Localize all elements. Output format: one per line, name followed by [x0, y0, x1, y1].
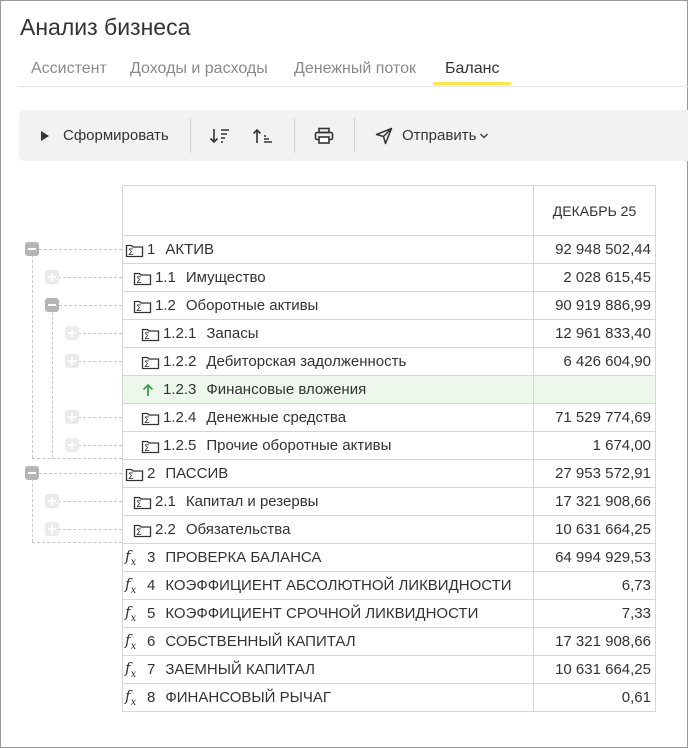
row-label: ЗАЕМНЫЙ КАПИТАЛ: [165, 661, 315, 678]
row-label: КОЭФФИЦИЕНТ АБСОЛЮТНОЙ ЛИКВИДНОСТИ: [165, 577, 512, 594]
row-label: АКТИВ: [165, 241, 215, 258]
balance-table: [122, 185, 656, 712]
svg-text:Σ: Σ: [144, 359, 150, 370]
row-label-cell: [123, 656, 534, 684]
row-value: [534, 376, 656, 404]
formula-icon: $f_x$: [125, 547, 137, 568]
sum-folder-icon: [133, 493, 155, 511]
row-label: СОБСТВЕННЫЙ КАПИТАЛ: [165, 633, 356, 650]
row-value: 1 674,00: [534, 432, 656, 460]
expand-toggle-denezhnye-sredstva[interactable]: [65, 410, 79, 424]
row-value: 0,61: [534, 684, 656, 712]
row-label-cell: [123, 432, 534, 460]
row-label-cell: [123, 516, 534, 544]
tree-line: [78, 445, 122, 446]
table-row[interactable]: [123, 236, 656, 264]
expand-toggle-obyazatelstva[interactable]: [45, 522, 59, 536]
row-label-cell: [123, 348, 534, 376]
svg-text:Σ: Σ: [136, 527, 142, 538]
tree-line: [39, 249, 122, 250]
expand-toggle-zapasy[interactable]: [65, 326, 79, 340]
row-number: 1.2.1: [163, 325, 197, 342]
table-row[interactable]: [123, 656, 656, 684]
formula-icon: $f_x$: [125, 687, 137, 708]
collapse-toggle-passiv[interactable]: [25, 466, 39, 480]
row-number: 1.2.3: [163, 381, 197, 398]
svg-text:Σ: Σ: [144, 415, 150, 426]
tree-line: [32, 458, 122, 459]
row-label: ФИНАНСОВЫЙ РЫЧАГ: [165, 689, 332, 706]
row-value: 10 631 664,25: [534, 656, 656, 684]
play-icon: [39, 130, 51, 142]
row-value: 7,33: [534, 600, 656, 628]
form-button-label: Сформировать: [63, 127, 169, 144]
row-value: 64 994 929,53: [534, 544, 656, 572]
formula-icon: $f_x$: [125, 575, 137, 596]
row-value: 12 961 833,40: [534, 320, 656, 348]
row-number: 7: [147, 661, 156, 678]
svg-text:Σ: Σ: [144, 443, 150, 454]
header-empty-cell: [123, 186, 534, 236]
tree-line: [32, 542, 122, 543]
tab-balance[interactable]: Баланс: [445, 60, 500, 77]
row-label: Запасы: [206, 325, 259, 342]
tab-cash-flow[interactable]: Денежный поток: [294, 60, 416, 77]
table-row[interactable]: [123, 320, 656, 348]
table-row[interactable]: [123, 572, 656, 600]
send-button-label: Отправить: [402, 127, 477, 144]
row-label: ПРОВЕРКА БАЛАНСА: [165, 549, 322, 566]
row-number: 3: [147, 549, 156, 566]
formula-icon: $f_x$: [125, 631, 137, 652]
sum-folder-icon: [133, 297, 155, 315]
sum-folder-icon: [141, 437, 163, 455]
row-number: 4: [147, 577, 156, 594]
table-row[interactable]: [123, 376, 656, 404]
tab-assistant[interactable]: Ассистент: [31, 60, 107, 77]
row-value: 17 321 908,66: [534, 488, 656, 516]
sum-folder-icon: [125, 241, 147, 259]
print-button[interactable]: [314, 110, 334, 161]
sum-folder-icon: [141, 409, 163, 427]
row-label-cell: [123, 544, 534, 572]
expand-toggle-kapital[interactable]: [45, 494, 59, 508]
row-number: 1.2.5: [163, 437, 197, 454]
tree-line: [78, 417, 122, 418]
row-number: 2: [147, 465, 156, 482]
row-number: 2.2: [155, 521, 176, 538]
sum-folder-icon: [133, 521, 155, 539]
send-button[interactable]: [375, 110, 489, 161]
toolbar-divider: [190, 118, 191, 153]
table-row[interactable]: [123, 460, 656, 488]
sort-descending-icon: [209, 126, 231, 146]
chevron-down-icon: [479, 132, 489, 140]
row-label: Прочие оборотные активы: [206, 437, 392, 454]
row-value: 10 631 664,25: [534, 516, 656, 544]
row-label-cell: [123, 404, 534, 432]
row-label-cell: [123, 572, 534, 600]
row-label: Оборотные активы: [185, 297, 319, 314]
row-label: КОЭФФИЦИЕНТ СРОЧНОЙ ЛИКВИДНОСТИ: [165, 605, 479, 622]
active-tab-indicator: [433, 82, 511, 85]
row-label: Капитал и резервы: [185, 493, 319, 510]
row-label: Финансовые вложения: [206, 381, 367, 398]
sort-descending-button[interactable]: [209, 110, 231, 161]
column-header-december: ДЕКАБРЬ 25: [534, 186, 656, 236]
row-number: 8: [147, 689, 156, 706]
toolbar: [19, 110, 688, 161]
table-row[interactable]: [123, 488, 656, 516]
toolbar-divider: [294, 118, 295, 153]
row-number: 1.2.2: [163, 353, 197, 370]
row-label-cell: [123, 320, 534, 348]
row-number: 1.1: [155, 269, 176, 286]
row-number: 1: [147, 241, 156, 258]
formula-icon: $f_x$: [125, 659, 137, 680]
row-label-cell: [123, 376, 534, 404]
row-label-cell: [123, 264, 534, 292]
table-row[interactable]: [123, 600, 656, 628]
svg-text:Σ: Σ: [136, 303, 142, 314]
row-label-cell: [123, 292, 534, 320]
tree-line: [32, 479, 33, 542]
row-label-cell: [123, 628, 534, 656]
row-value: 6 426 604,90: [534, 348, 656, 376]
sort-ascending-icon: [252, 126, 274, 146]
row-value: 90 919 886,99: [534, 292, 656, 320]
sum-folder-icon: [141, 353, 163, 371]
row-number: 1.2: [155, 297, 176, 314]
form-button[interactable]: [39, 110, 169, 161]
toolbar-divider: [354, 118, 355, 153]
row-number: 5: [147, 605, 156, 622]
table-row[interactable]: [123, 516, 656, 544]
tree-line: [78, 333, 122, 334]
row-label-cell: [123, 684, 534, 712]
row-value: 6,73: [534, 572, 656, 600]
table-row[interactable]: [123, 404, 656, 432]
row-label: Дебиторская задолженность: [206, 353, 407, 370]
expand-toggle-imushchestvo[interactable]: [45, 270, 59, 284]
svg-text:Σ: Σ: [136, 499, 142, 510]
collapse-toggle-oborotnye-aktivy[interactable]: [45, 298, 59, 312]
row-value: 92 948 502,44: [534, 236, 656, 264]
row-number: 6: [147, 633, 156, 650]
row-label: ПАССИВ: [165, 465, 229, 482]
row-number: 2.1: [155, 493, 176, 510]
row-value: 27 953 572,91: [534, 460, 656, 488]
row-number: 1.2.4: [163, 409, 197, 426]
printer-icon: [314, 127, 334, 145]
tree-line: [58, 501, 122, 502]
tab-income-expenses[interactable]: Доходы и расходы: [130, 60, 268, 77]
expand-toggle-debitorskaya[interactable]: [65, 354, 79, 368]
table-row[interactable]: [123, 264, 656, 292]
table-row[interactable]: [123, 432, 656, 460]
table-row[interactable]: [123, 684, 656, 712]
arrow-up-icon: [141, 381, 163, 399]
svg-text:Σ: Σ: [136, 275, 142, 286]
sum-folder-icon: [125, 465, 147, 483]
tree-line: [39, 473, 122, 474]
row-label: Денежные средства: [206, 409, 347, 426]
row-label-cell: [123, 488, 534, 516]
sum-folder-icon: [141, 325, 163, 343]
collapse-toggle-aktiv[interactable]: [25, 242, 39, 256]
row-value: 2 028 615,45: [534, 264, 656, 292]
tree-line: [58, 277, 122, 278]
row-label-cell: [123, 460, 534, 488]
svg-text:Σ: Σ: [128, 471, 134, 482]
svg-text:Σ: Σ: [128, 247, 134, 258]
page-title: Анализ бизнеса: [20, 14, 191, 40]
table-header-row: [123, 186, 656, 236]
formula-icon: $f_x$: [125, 603, 137, 624]
table-row[interactable]: [123, 628, 656, 656]
tab-bar: [18, 56, 688, 87]
tree-line: [32, 255, 33, 458]
row-value: 71 529 774,69: [534, 404, 656, 432]
tree-line: [52, 312, 53, 458]
row-value: 17 321 908,66: [534, 628, 656, 656]
sum-folder-icon: [133, 269, 155, 287]
row-label-cell: [123, 600, 534, 628]
expand-toggle-prochie[interactable]: [65, 438, 79, 452]
table-row[interactable]: [123, 292, 656, 320]
row-label: Имущество: [185, 269, 266, 286]
send-icon: [375, 127, 393, 145]
row-label-cell: [123, 236, 534, 264]
tree-line: [78, 361, 122, 362]
table-row[interactable]: [123, 544, 656, 572]
sort-ascending-button[interactable]: [252, 110, 274, 161]
row-label: Обязательства: [185, 521, 291, 538]
tree-line: [59, 305, 122, 306]
tree-line: [58, 529, 122, 530]
svg-text:Σ: Σ: [144, 331, 150, 342]
table-row[interactable]: [123, 348, 656, 376]
